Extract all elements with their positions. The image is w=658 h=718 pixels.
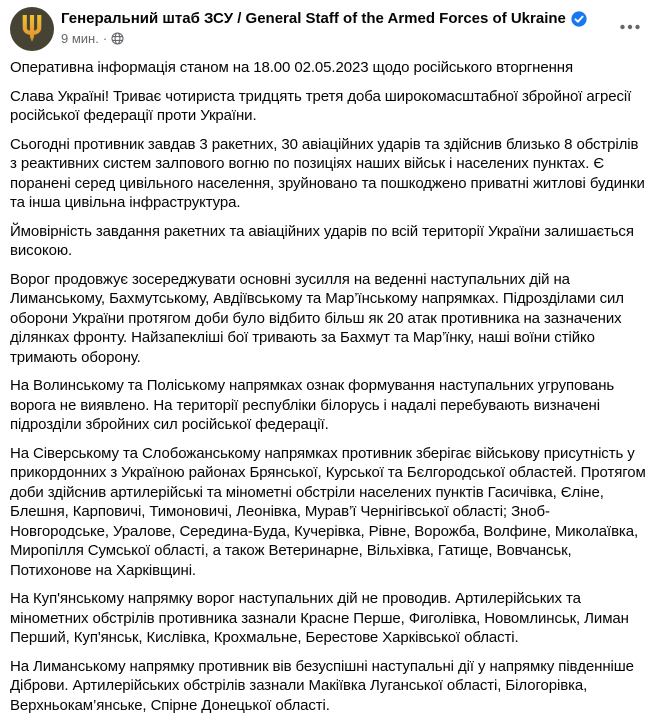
post-paragraph: На Волинському та Поліському напрямках ознак формування наступальних угруповань ворога не виявлено. На території республіки білорусь і надалі перебувають визначені підрозділи збройних сил російської федерації.: [10, 377, 615, 433]
post-paragraph: На Куп'янському напрямку ворог наступальних дій не проводив. Артилерійських та мінометних обстрілів противника зазнали Красне Перше, Фиголівка, Новомлинськ, Лиман Перший, Куп'янськ, Кислівка, Крохмальне, Берестове Харківської області.: [10, 590, 629, 646]
post-paragraph: Сьогодні противник завдав 3 ракетних, 30 авіаційних ударів та здійснив близько 8 обстрілів з реактивних систем залпового вогню по позиціях наших військ і населених пунктах. Є поранені серед цивільного населення, зруйновано та пошкоджено приватні житлові будинки та інша цивільна інфраструктура.: [10, 135, 645, 211]
ukrainian-trident-icon: [19, 14, 45, 44]
post-meta: [61, 30, 587, 47]
title-row: [61, 8, 587, 29]
verified-badge-icon: [571, 11, 587, 27]
post-header: [0, 0, 658, 55]
post-paragraph: Оперативна інформація станом на 18.00 02.05.2023 щодо російського вторгнення: [10, 59, 573, 76]
ellipsis-icon: [618, 15, 642, 39]
more-options-button[interactable]: [616, 15, 644, 39]
post-header-text: [61, 7, 587, 47]
post-timestamp[interactable]: 9 мин.: [61, 31, 99, 46]
post-content: [0, 55, 658, 715]
post-paragraph: Ймовірність завдання ракетних та авіаційних ударів по всій території України залишається високою.: [10, 222, 634, 259]
globe-privacy-icon: [111, 32, 124, 45]
meta-separator: ·: [102, 31, 108, 46]
page-avatar[interactable]: [10, 7, 54, 51]
post-paragraph: На Сіверському та Слобожанському напрямках противник зберігає військову присутність у прикордонних з Україною районах Брянської, Курської та Бєлгородської областей. Протягом доби здійснив артилерійські та мінометні обстріли населених пунктів Гасичівка, Єліне, Блешня, Карповичі, Тимоновичі, Леонівка, Мурав’ї Чернігівської області; Зноб-Новгородське, Уралове, Середина-Буда, Кучерівка, Рівне, Ворожба, Волфине, Миколаївка, Миропілля Сумської області, а також Ветеринарне, Вільхівка, Гатище, Вовчанськ, Потихонове на Харківщині.: [10, 444, 646, 579]
post-paragraph: На Лиманському напрямку противник вів безуспішні наступальні дії у напрямку південніше Діброви. Артилерійських обстрілів зазнали Макіївка Луганської області, Білогорівка, Верхньокам’янське, Спірне Донецької області.: [10, 657, 634, 714]
post-paragraph: Ворог продовжує зосереджувати основні зусилля на веденні наступальних дій на Лиманському, Бахмутському, Авдіївському та Мар’їнському напрямках. Підрозділами сил оборони України протягом доби було відбито більш як 20 атак противника на зазначених ділянках фронту. Найзапекліші бої тривають за Бахмут та Мар’їнку, наші воїни стійко тримають оборону.: [10, 270, 624, 366]
page-name-link[interactable]: Генеральний штаб ЗСУ / General Staff of the Armed Forces of Ukraine: [61, 10, 566, 27]
post-paragraph: Слава Україні! Триває чотириста тридцять третя доба широкомасштабної збройної агресії російської федерації проти України.: [10, 87, 632, 124]
